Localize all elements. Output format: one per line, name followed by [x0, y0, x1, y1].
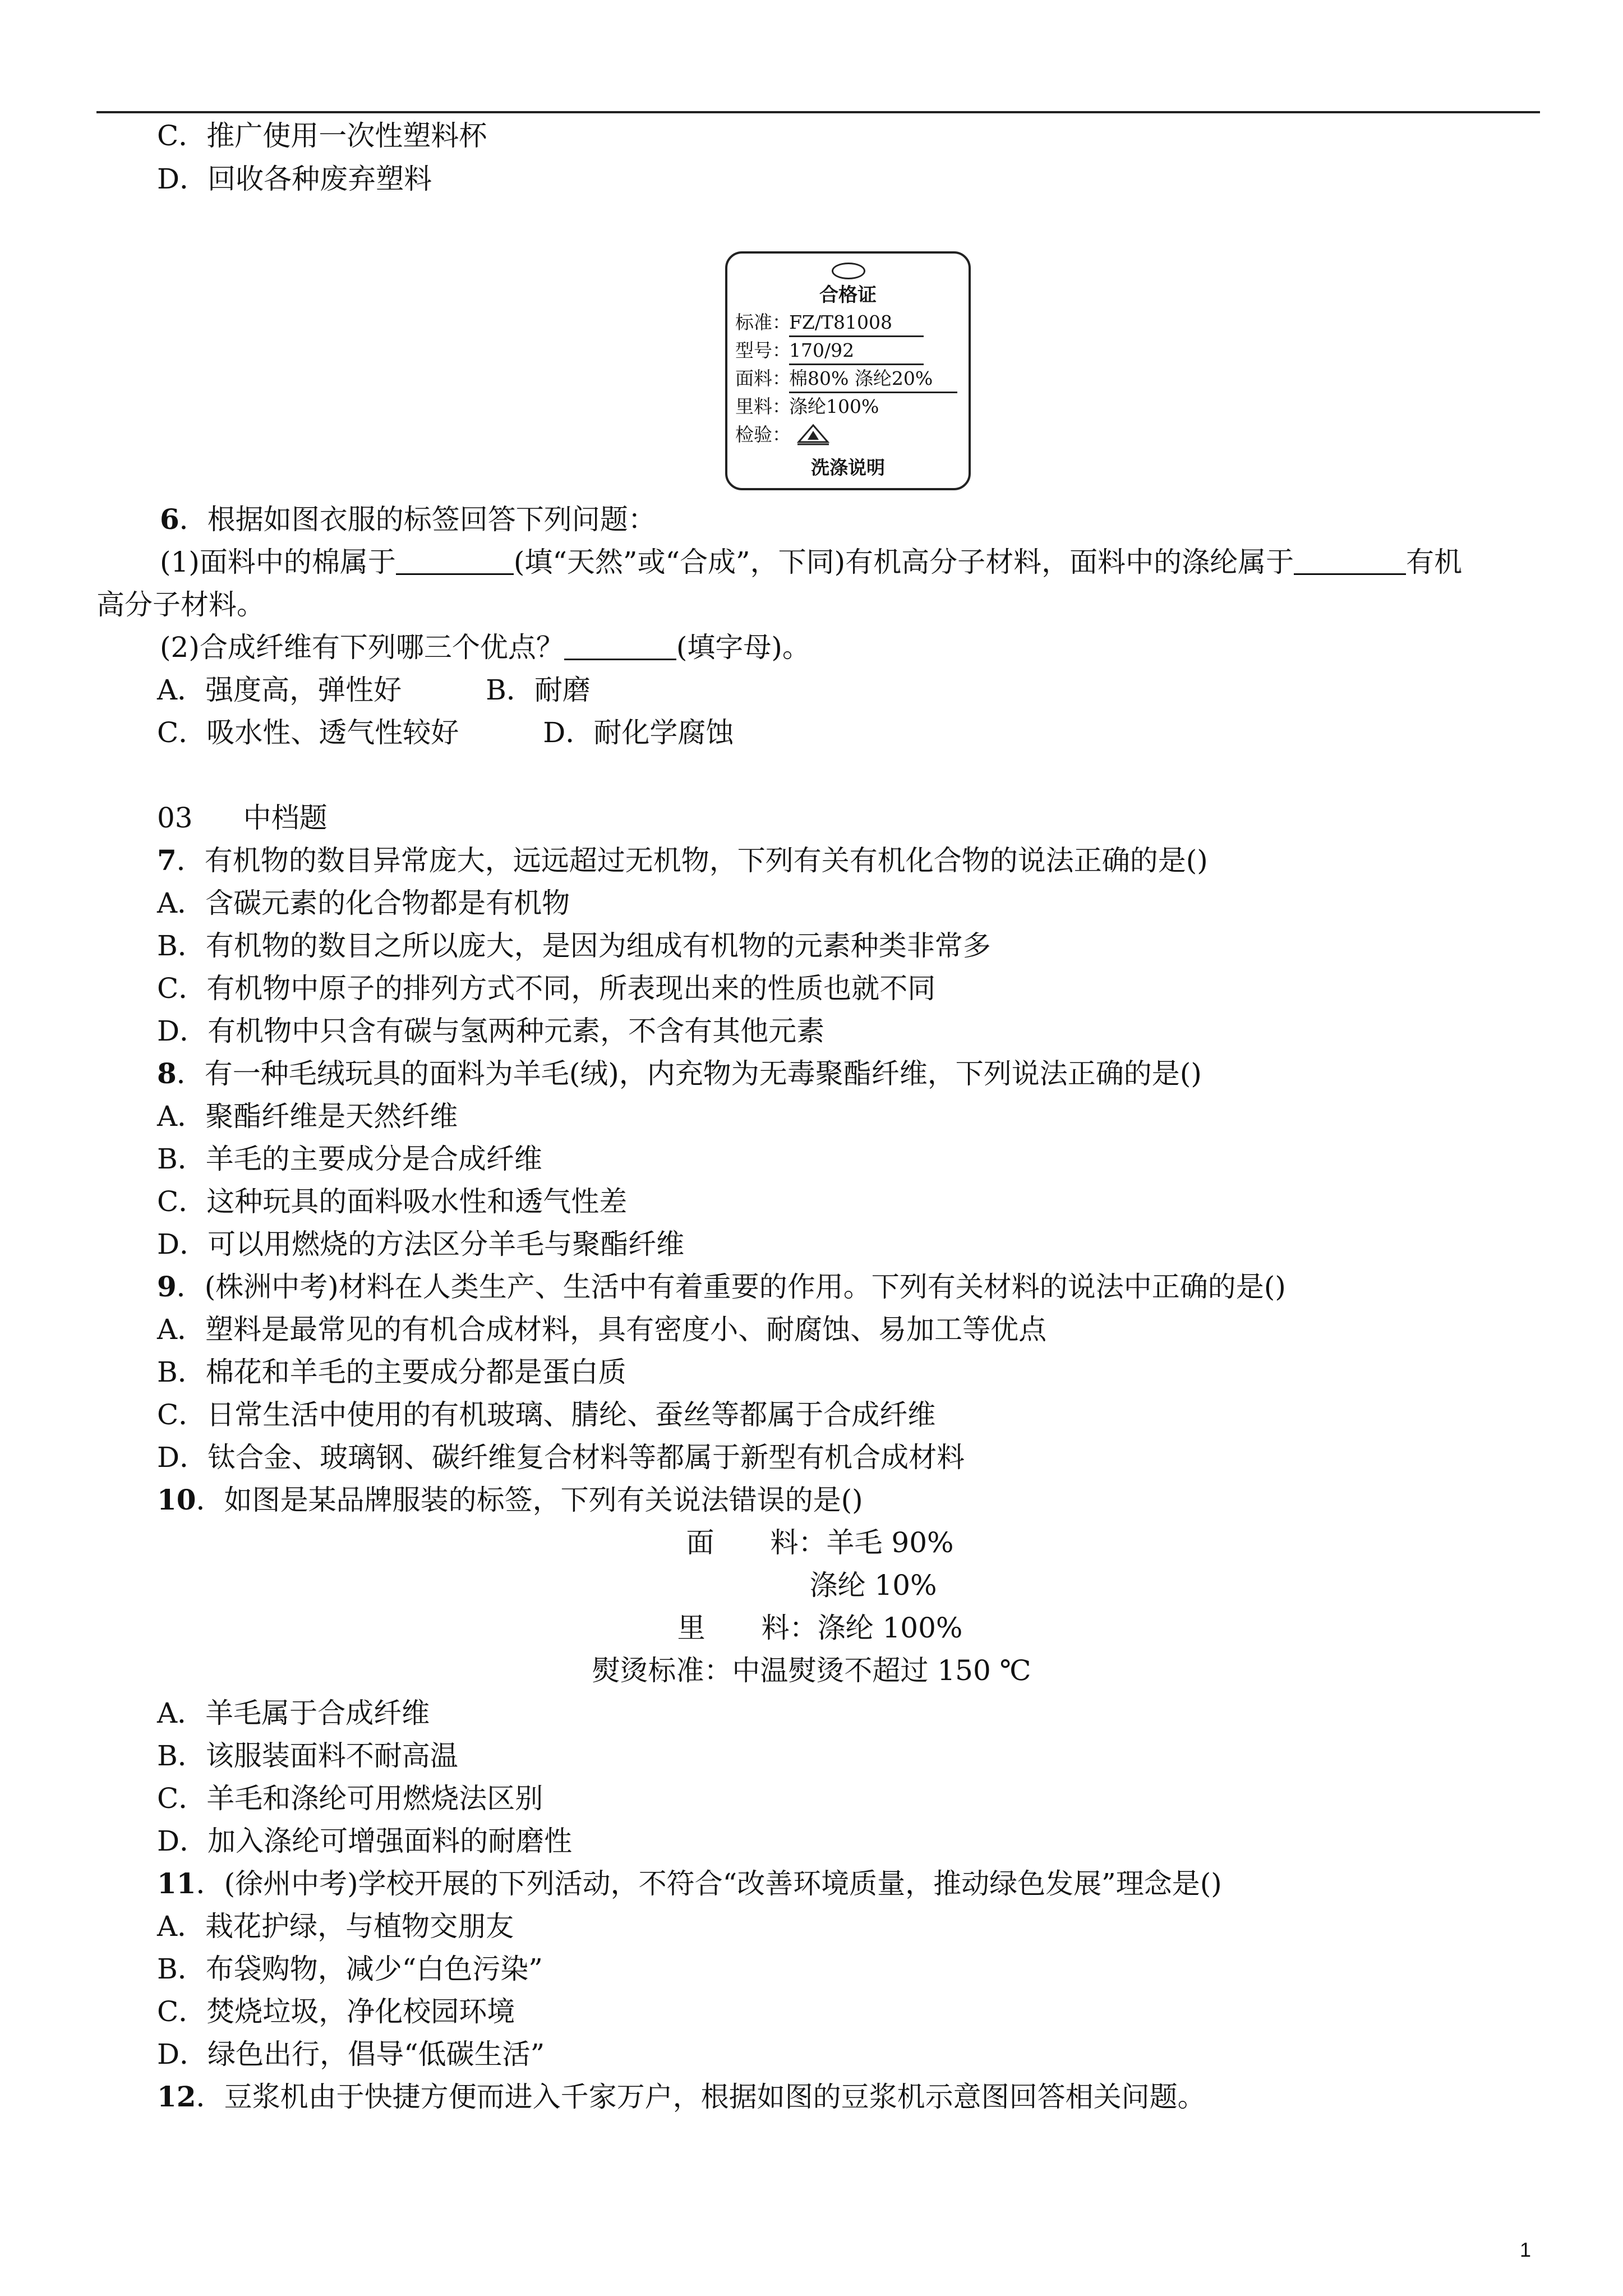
header-rule: [96, 111, 1540, 113]
q10-option-c: C．羊毛和涤纶可用燃烧法区别: [157, 1782, 543, 1815]
q10-label-line-1: 面 料：羊毛 90%: [686, 1526, 954, 1559]
q6-part1: (1)面料中的棉属于 (填“天然”或“合成”，下同)有机高分子材料，面料中的涤纶属于 有机: [160, 542, 1462, 582]
q11-option-b: B．布袋购物，减少“白色污染”: [157, 1953, 543, 1985]
q7-option-d: D．有机物中只含有碳与氢两种元素，不含有其他元素: [157, 1015, 825, 1047]
q6-blank-2: [1294, 544, 1406, 575]
q8-option-d: D．可以用燃烧的方法区分羊毛与聚酯纤维: [157, 1228, 685, 1260]
inspection-mark-icon: [795, 423, 831, 445]
q6-part2: (2)合成纤维有下列哪三个优点？ (填字母)。: [160, 627, 810, 668]
label-row-standard: 标准：FZ/T81008: [735, 310, 924, 337]
q10-stem: 10．如图是某品牌服装的标签，下列有关说法错误的是(): [157, 1483, 863, 1516]
q10-label-line-4: 熨烫标准：中温熨烫不超过 150 ℃: [592, 1654, 1031, 1687]
q9-stem: 9．(株洲中考)材料在人类生产、生活中有着重要的作用。下列有关材料的说法中正确的是(): [157, 1270, 1286, 1303]
q7-stem: 7．有机物的数目异常庞大，远远超过无机物，下列有关有机化合物的说法正确的是(): [157, 844, 1208, 877]
label-row-model: 型号：170/92: [735, 338, 924, 365]
q6-part1-cont: 高分子材料。: [96, 588, 265, 621]
q7-option-c: C．有机物中原子的排列方式不同，所表现出来的性质也就不同: [157, 972, 936, 1005]
q8-option-a: A．聚酯纤维是天然纤维: [157, 1100, 458, 1133]
q10-label-line-2: 涤纶 10%: [809, 1569, 937, 1602]
q10-option-b: B．该服装面料不耐高温: [157, 1740, 458, 1772]
q11-option-c: C．焚烧垃圾，净化校园环境: [157, 1995, 515, 2028]
label-row-lining: 里料：涤纶100%: [735, 395, 879, 417]
option-c-top: C．推广使用一次性塑料杯: [157, 119, 487, 152]
q9-option-c: C．日常生活中使用的有机玻璃、腈纶、蚕丝等都属于合成纤维: [157, 1398, 936, 1431]
section-header: 03 中档题: [157, 802, 328, 834]
q6-blank-3: [564, 629, 676, 660]
q10-option-d: D．加入涤纶可增强面料的耐磨性: [157, 1825, 573, 1857]
clothing-label-card: [725, 251, 971, 490]
q12-stem: 12．豆浆机由于快捷方便而进入千家万户，根据如图的豆浆机示意图回答相关问题。: [157, 2080, 1206, 2113]
label-row-fabric: 面料：棉80% 涤纶20%: [735, 366, 957, 393]
q9-option-b: B．棉花和羊毛的主要成分都是蛋白质: [157, 1356, 626, 1388]
option-d-top: D．回收各种废弃塑料: [157, 163, 432, 195]
q8-stem: 8．有一种毛绒玩具的面料为羊毛(绒)，内充物为无毒聚酯纤维，下列说法正确的是(): [157, 1057, 1202, 1090]
q8-option-c: C．这种玩具的面料吸水性和透气性差: [157, 1185, 628, 1218]
q11-option-a: A．栽花护绿，与植物交朋友: [157, 1910, 514, 1943]
label-row-inspect: 检验：: [735, 422, 831, 448]
q6-options-ab: A．强度高，弹性好 B．耐磨: [157, 674, 591, 706]
q9-option-a: A．塑料是最常见的有机合成材料，具有密度小、耐腐蚀、易加工等优点: [157, 1313, 1047, 1346]
q8-option-b: B．羊毛的主要成分是合成纤维: [157, 1143, 542, 1175]
q11-stem: 11．(徐州中考)学校开展的下列活动，不符合“改善环境质量，推动绿色发展”理念是(): [157, 1867, 1222, 1900]
q10-label-line-3: 里 料：涤纶 100%: [677, 1612, 963, 1644]
q9-option-d: D．钛合金、玻璃钢、碳纤维复合材料等都属于新型有机合成材料: [157, 1441, 965, 1474]
q6-options-cd: C．吸水性、透气性较好 D．耐化学腐蚀: [157, 716, 734, 749]
q6-blank-1: [396, 544, 514, 575]
q6-stem: 6．根据如图衣服的标签回答下列问题：: [160, 503, 656, 536]
q10-option-a: A．羊毛属于合成纤维: [157, 1697, 430, 1729]
label-title: 合格证: [819, 284, 877, 306]
q11-option-d: D．绿色出行，倡导“低碳生活”: [157, 2038, 545, 2070]
tag-hole-icon: [832, 263, 865, 279]
label-footer: 洗涤说明: [811, 457, 885, 478]
q7-option-b: B．有机物的数目之所以庞大，是因为组成有机物的元素种类非常多: [157, 930, 991, 962]
page-number: 1: [1520, 2238, 1532, 2261]
q7-option-a: A．含碳元素的化合物都是有机物: [157, 887, 570, 919]
